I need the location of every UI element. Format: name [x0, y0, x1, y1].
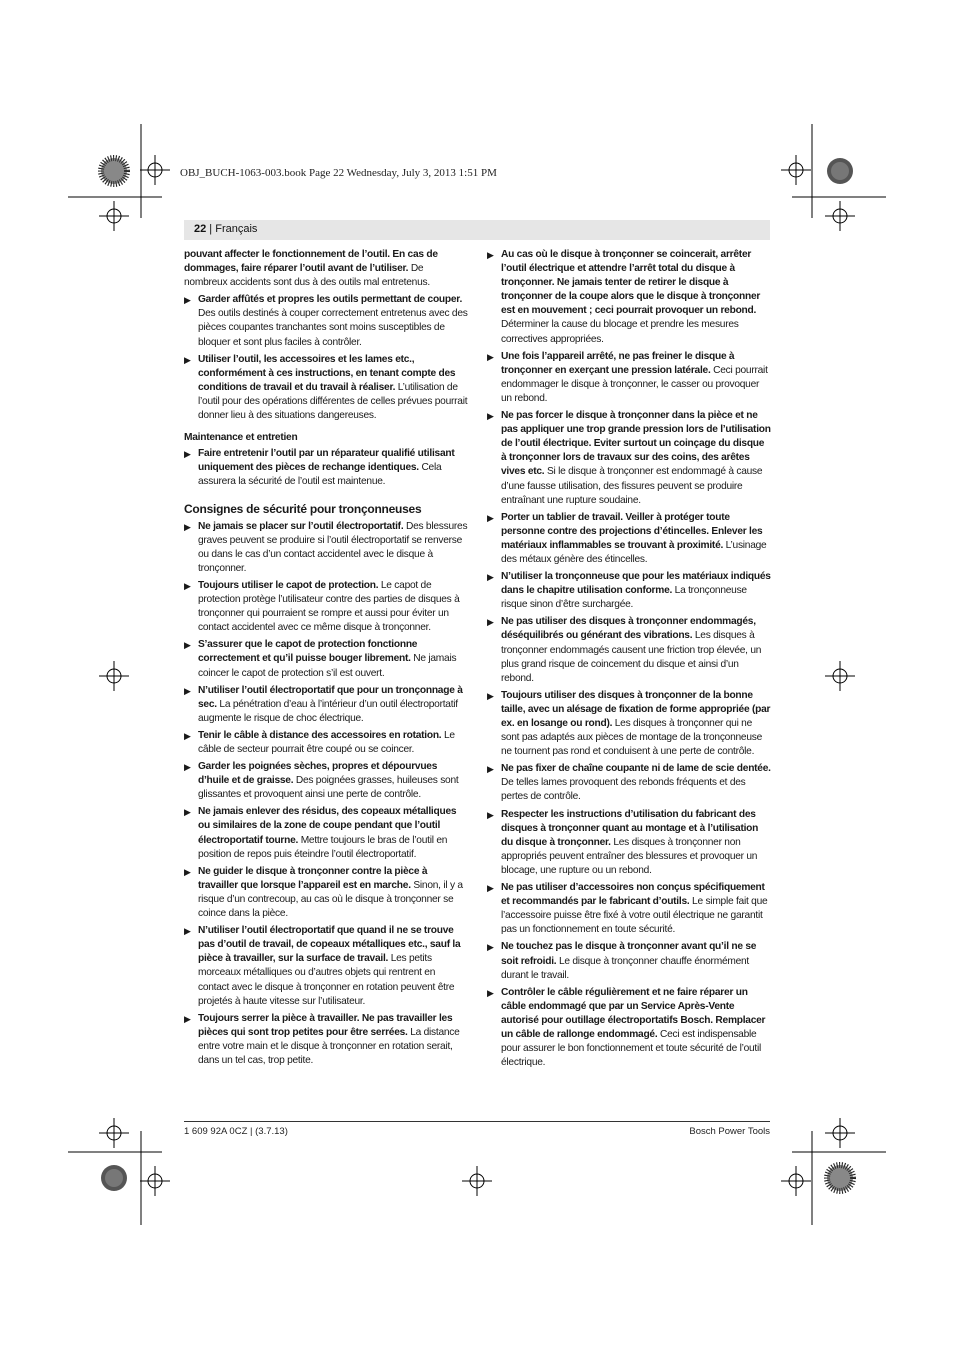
bullet-arrow-icon: ▶	[487, 617, 494, 628]
bullet-arrow-icon: ▶	[487, 250, 494, 260]
bullet-item-text: La distance entre votre main et le disque à tronçonner en rotation serait, dans un tel cas, trop petite.	[198, 1026, 460, 1066]
bullet-arrow-icon: ▶	[184, 926, 191, 937]
bullet-item-bold: Ne pas fixer de chaîne coupante ni de lame de scie dentée.	[501, 763, 771, 775]
bullet-arrow-icon: ▶	[184, 762, 191, 773]
bullet-item-bold: Ne jamais se placer sur l’outil électroportatif.	[198, 520, 404, 532]
bullet-arrow-icon: ▶	[184, 807, 191, 818]
bullet-item-bold: S’assurer que le capot de protection fonctionne correctement et qu’il puisse bouger librement.	[198, 639, 418, 665]
bullet-item	[184, 865, 468, 921]
bullet-item-text: Des blessures graves peuvent se produire si l’outil électroportatif se renverse ou dans le cas d’un contact accidentel avec le disque à tronçonner.	[198, 520, 468, 574]
bullet-item-bold: N’utiliser l’outil électroportatif que quand il ne se trouve pas d’outil de travail, de copeaux métalliques etc., sauf la pièce à travailler, sur la surface de travail.	[198, 925, 461, 965]
bullet-arrow-icon: ▶	[184, 521, 191, 532]
bullet-item	[184, 353, 468, 423]
bullet-arrow-icon: ▶	[487, 764, 494, 775]
bullet-item-text: Ceci est indispensable pour assurer le bon fonctionnement et toute sécurité de l’outil électrique.	[501, 1028, 762, 1069]
bullet-arrow-icon: ▶	[487, 351, 494, 362]
bullet-item-bold: Garder les poignées sèches, propres et dépourvues d’huile et de graisse.	[198, 761, 438, 787]
bullet-arrow-icon: ▶	[487, 411, 494, 422]
header-separator: |	[206, 223, 216, 235]
right-column	[487, 248, 771, 1073]
bullet-item-text: Des outils destinés à couper correctement entretenus avec des pièces coupantes tranchantes sont moins susceptibles de bloquer et sont plus faciles à contrôler.	[198, 308, 468, 348]
bullet-arrow-icon: ▶	[487, 572, 494, 583]
book-info-line: OBJ_BUCH-1063-003.book Page 22 Wednesday, July 3, 2013 1:51 PM	[180, 167, 497, 179]
bullet-item-bold: Ne jamais enlever des résidus, des copeaux métalliques ou similaires de la zone de coupe pendant que l’outil électroportatif tourne.	[198, 806, 457, 846]
registration-target-icon	[781, 155, 811, 185]
bullet-item-bold: N’utiliser la tronçonneuse que pour les matériaux indiqués dans le chapitre utilisation conforme.	[501, 571, 771, 597]
header-language: Français	[215, 223, 258, 235]
bullet-item-bold: Au cas où le disque à tronçonner se coincerait, arrêter l’outil électrique et attendre l’arrêt total du disque à tronçonner. Ne jamais tenter de retirer le disque à tronçonner de la coupe alors que le disque à tronçonner est en mouvement ; ceci pourrait provoquer un rebond.	[501, 249, 761, 317]
bullet-item-text: Les petits morceaux métalliques ou d’autres objets qui rentrent en contact avec le disque à tronçonner en rotation peuvent être projetés à haute vitesse sur l’utilisateur.	[198, 953, 455, 1007]
registration-target-icon	[462, 1166, 492, 1196]
bullet-item	[184, 293, 468, 349]
registration-target-icon	[781, 1166, 811, 1196]
bullet-item-text: Sinon, il y a risque d’un contrecoup, au cas où le disque à tronçonner se coince dans la pièce.	[198, 879, 463, 920]
bullet-item	[184, 579, 468, 635]
bullet-item	[184, 684, 468, 726]
bullet-arrow-icon: ▶	[487, 809, 494, 820]
color-disc-icon	[827, 1165, 853, 1191]
bullet-item-bold: Porter un tablier de travail. Veiller à protéger toute personne contre des projections d’étincelles. Enlever les matériaux inflammables se trouvant à proximité.	[501, 511, 763, 551]
bullet-item	[184, 638, 468, 680]
bullet-item-text: Le simple fait que l’accessoire puisse être fixé à votre outil électrique ne garantit pas un fonctionnement en toute sécurité.	[501, 896, 768, 936]
bullet-item	[487, 808, 771, 878]
bullet-item-text: Le disque à tronçonner chauffe énormément durant le travail.	[501, 955, 750, 981]
registration-target-icon	[99, 201, 129, 231]
bullet-item-text: Le capot de protection protège l’utilisateur contre des parties de disques à tronçonner qui pourraient se rompre et aussi pour éviter un contact accidentel avec ce même disque à tronçonner.	[198, 579, 460, 634]
bullet-item-text: Ne jamais coincer le capot de protection s’il est ouvert.	[198, 653, 457, 679]
header-bar	[184, 220, 770, 240]
bullet-item	[487, 615, 771, 685]
bullet-arrow-icon: ▶	[184, 449, 191, 460]
section-heading: Consignes de sécurité pour tronçonneuses	[184, 501, 422, 516]
bullet-item	[184, 729, 468, 757]
bullet-item-bold: Une fois l’appareil arrêté, ne pas freiner le disque à tronçonner en exerçant une pression latérale.	[501, 350, 735, 376]
bullet-item	[487, 689, 771, 759]
bullet-arrow-icon: ▶	[184, 730, 191, 741]
page-header	[194, 223, 257, 235]
bullet-arrow-icon: ▶	[487, 512, 494, 523]
bullet-item-text: Les disques à tronçonner endommagés causent une friction trop élevée, un plus grand risque de coincement du disque et ainsi d’un rebond.	[501, 630, 762, 684]
bullet-item-bold: Ne pas utiliser des disques à tronçonner endommagés, déséquilibrés ou générant des vibrations.	[501, 616, 756, 642]
bullet-item-text: Les disques à tronçonner non appropriés peuvent entraîner des blessures et provoquer un blocage, une rupture ou un rebond.	[501, 836, 758, 876]
bullet-arrow-icon: ▶	[487, 987, 494, 998]
bullet-item-text: Les disques à tronçonner qui ne sont pas adaptés aux pièces de montage de la tronçonneuse ne tournent pas rond et conduisent à une perte de contrôle.	[501, 718, 763, 758]
bullet-item-text: Le câble de secteur pourrait être coupé ou se coincer.	[198, 729, 455, 755]
bullet-item-text: Ceci pourrait endommager le disque à tronçonner, le casser ou provoquer un rebond.	[501, 364, 768, 404]
bullet-item-bold: Ne pas forcer le disque à tronçonner dans la pièce et ne pas appliquer une trop grande pression lors de l’utilisation de l’outil électrique. Eviter surtout un coinçage du disque à tronçonner lors de travaux sur des coins, des arêtes vives etc.	[501, 410, 771, 478]
bullet-arrow-icon: ▶	[184, 640, 191, 651]
bullet-item-bold: Ne touchez pas le disque à tronçonner avant qu’il ne se soit refroidi.	[501, 941, 757, 967]
bullet-item-text: Des poignées grasses, huileuses sont glissantes et provoquent ainsi une perte de contrôle.	[198, 775, 459, 801]
bullet-item	[487, 248, 771, 347]
bullet-item	[487, 762, 771, 804]
bullet-arrow-icon: ▶	[487, 690, 494, 701]
registration-target-icon	[825, 201, 855, 231]
registration-target-icon	[99, 661, 129, 691]
color-disc-icon	[827, 158, 853, 184]
bullet-item	[184, 520, 468, 576]
bullet-item-bold: Respecter les instructions d’utilisation du fabricant des disques à tronçonner quant au montage et à l’utilisation du disque à tronçonner.	[501, 808, 759, 848]
registration-target-icon	[140, 155, 170, 185]
footer-rule	[184, 1121, 770, 1122]
bullet-item	[487, 986, 771, 1071]
registration-target-icon	[825, 1118, 855, 1148]
bullet-arrow-icon: ▶	[184, 354, 191, 365]
bullet-item-bold: Toujours utiliser le capot de protection.	[198, 579, 379, 591]
bullet-item	[184, 1012, 468, 1068]
bullet-arrow-icon: ▶	[184, 580, 191, 591]
bullet-item-text: De telles lames provoquent des rebonds fréquents et des pertes de contrôle.	[501, 777, 746, 803]
bullet-item	[487, 511, 771, 567]
bullet-item-bold: Faire entretenir l’outil par un réparateur qualifié utilisant uniquement des pièces de rechange identiques.	[198, 448, 455, 474]
bullet-arrow-icon: ▶	[184, 685, 191, 696]
bullet-item-text: La pénétration d’eau à l’intérieur d’un outil électroportatif augmente le risque de choc électrique.	[198, 698, 458, 724]
bullet-item-bold: Tenir le câble à distance des accessoires en rotation.	[198, 729, 442, 741]
bullet-item	[184, 447, 468, 489]
bullet-item-bold: Ne guider le disque à tronçonner contre la pièce à travailler que lorsque l’appareil est en marche.	[198, 865, 428, 891]
bullet-item	[487, 881, 771, 937]
bullet-item-text: Cela assurera la sécurité de l’outil est maintenue.	[198, 462, 442, 488]
bullet-item-bold: Contrôler le câble régulièrement et ne faire réparer un câble endommagé que par un Service Après-Vente autorisé pour outillage électroportatifs Bosch. Remplacer un câble de rallonge endommagé.	[501, 986, 766, 1040]
bullet-item	[184, 760, 468, 802]
bullet-item-text: La tronçonneuse risque sinon d’être surchargée.	[501, 585, 747, 611]
left-column	[184, 248, 468, 1071]
bullet-item-text: Déterminer la cause du blocage et prendre les mesures correctives appropriées.	[501, 319, 739, 345]
bullet-item-bold: N’utiliser l’outil électroportatif que pour un tronçonnage à sec.	[198, 684, 463, 710]
bullet-item-bold: Utiliser l’outil, les accessoires et les lames etc., conformément à ces instructions, en tenant compte des conditions de travail et du travail à réaliser.	[198, 353, 456, 393]
registration-target-icon	[99, 1118, 129, 1148]
registration-target-icon	[825, 661, 855, 691]
bullet-item-bold: Toujours serrer la pièce à travailler. Ne pas travailler les pièces qui sont trop petites pour être serrées.	[198, 1012, 453, 1038]
bullet-item	[184, 805, 468, 861]
bullet-item-bold: Toujours utiliser des disques à tronçonner de la bonne taille, avec un alésage de fixation de forme appropriée (par ex. en losange ou rond).	[501, 689, 771, 729]
bullet-item-bold: Ne pas utiliser d’accessoires non conçus spécifiquement et recommandés par le fabricant d’outils.	[501, 882, 765, 908]
bullet-item	[487, 940, 771, 982]
bullet-item	[487, 570, 771, 612]
maintenance-heading: Maintenance et entretien	[184, 432, 298, 444]
bullet-item	[487, 409, 771, 508]
color-disc-icon	[101, 158, 127, 184]
bullet-item-bold: Garder affûtés et propres les outils permettant de couper.	[198, 294, 463, 306]
bullet-arrow-icon: ▶	[184, 1013, 191, 1024]
bullet-item-text: Mettre toujours le bras de l’outil en position de repos puis éteindre l’outil électroportatif.	[198, 834, 448, 860]
bullet-arrow-icon: ▶	[184, 295, 191, 306]
color-disc-icon	[101, 1165, 127, 1191]
footer-left: 1 609 92A 0CZ | (3.7.13)	[184, 1126, 288, 1137]
bullet-arrow-icon: ▶	[487, 883, 494, 894]
bullet-item-text: L’usinage des métaux génère des étincelles.	[501, 539, 767, 565]
bullet-item-text: L’utilisation de l’outil pour des opérations différentes de celles prévues pourrait donner lieu à des situations dangereuses.	[198, 381, 468, 422]
bullet-arrow-icon: ▶	[487, 942, 494, 953]
bullet-arrow-icon: ▶	[184, 866, 191, 877]
registration-target-icon	[140, 1166, 170, 1196]
bullet-item-text: Si le disque à tronçonner est endommagé à cause d’une fausse utilisation, des fissures peuvent se produire entraînant une rupture soudaine.	[501, 466, 763, 506]
bullet-item	[487, 350, 771, 406]
bullet-item	[184, 924, 468, 1009]
page-number: 22	[194, 223, 207, 235]
intro-paragraph: pouvant affecter le fonctionnement de l’outil. En cas de dommages, faire réparer l’outil avant de l’utiliser. De nombreux accidents sont dus à des outils mal entretenus.	[184, 249, 438, 289]
footer-right: Bosch Power Tools	[689, 1126, 770, 1137]
